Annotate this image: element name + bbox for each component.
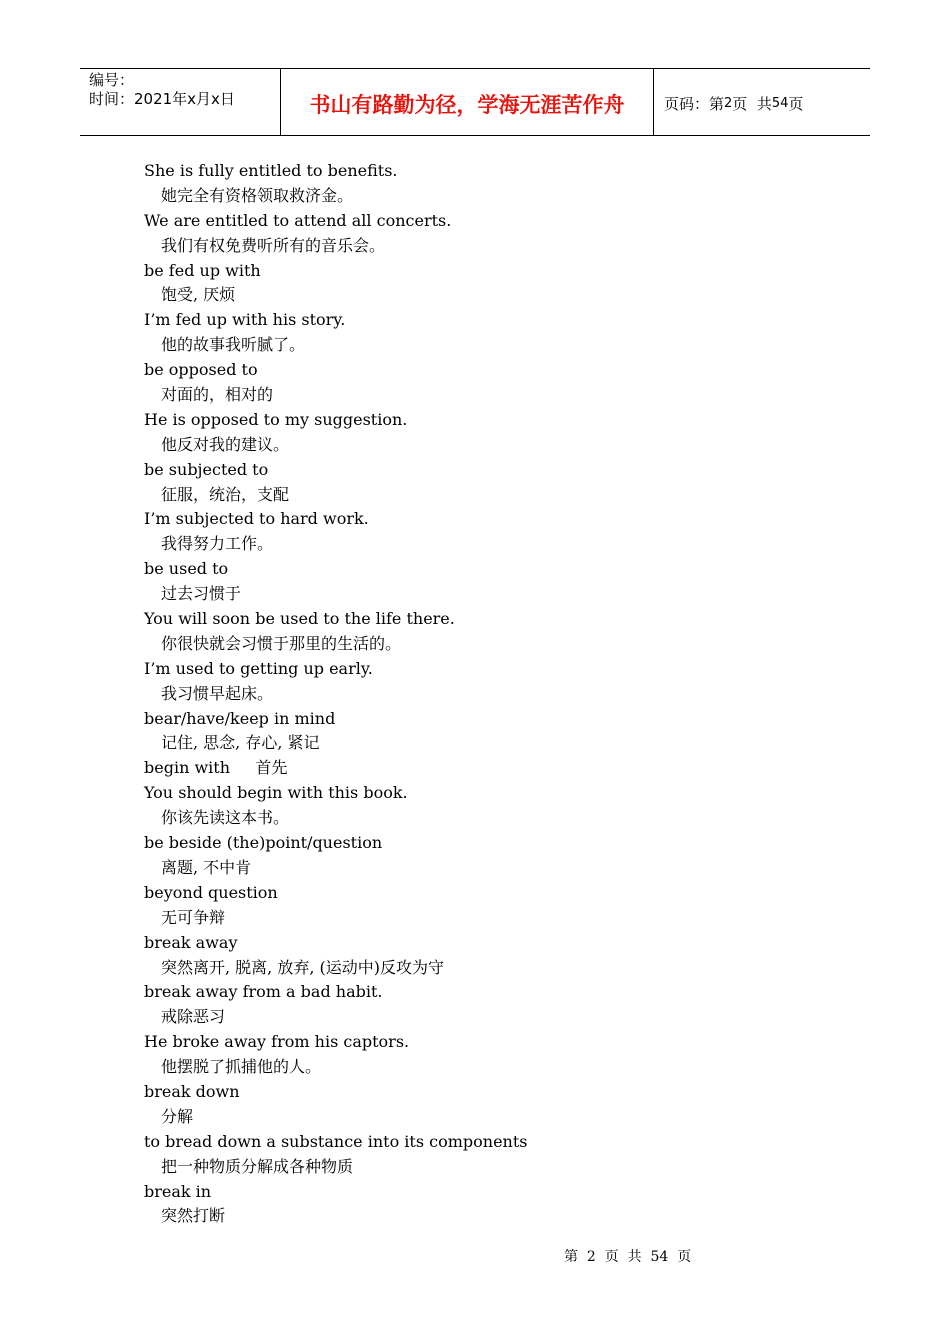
phrase-line: She is fully entitled to benefits. [144, 161, 398, 180]
phrase-line: break down [144, 1081, 240, 1101]
translation-line: 对面的，相对的 [161, 385, 274, 405]
translation-line: 我得努力工作。 [161, 534, 274, 554]
page-mid: 页 共 [732, 94, 772, 113]
phrase-line: You should begin with this book. [144, 783, 408, 803]
page-footer: 第 2 页 共 54 页 [564, 1249, 692, 1265]
page-header [80, 68, 870, 136]
phrase-line: I’m fed up with his story. [144, 310, 346, 330]
translation-line: 她完全有资格领取救济金。 [161, 185, 354, 205]
phrase-line: He is opposed to my suggestion. [144, 409, 408, 429]
page-number: 2 [724, 95, 733, 111]
phrase-line: be beside (the)point/question [144, 833, 383, 853]
phrase-line: break in [144, 1181, 212, 1201]
header-page-info [654, 69, 870, 135]
phrase-line: be fed up with [144, 260, 261, 280]
translation-line: 突然打断 [161, 1206, 226, 1226]
phrase-line: begin with 首先 [144, 758, 288, 778]
translation-line: 征服，统治，支配 [161, 484, 290, 504]
translation-line: 他的故事我听腻了。 [161, 335, 306, 355]
page-total: 54 [771, 95, 789, 111]
phrase-line: to bread down a substance into its components [144, 1131, 528, 1151]
translation-line: 把一种物质分解成各种物质 [161, 1156, 354, 1176]
phrase-line: bear/have/keep in mind [144, 708, 336, 728]
phrase-line: I’m used to getting up early. [144, 658, 373, 678]
page-prefix: 页码：第 [664, 94, 725, 113]
phrase-line: be used to [144, 559, 229, 579]
translation-line: 饱受, 厌烦 [161, 285, 236, 305]
phrase-line: He broke away from his captors. [144, 1032, 410, 1052]
document-date: 时间：2021年x月x日 [89, 90, 235, 108]
translation-line: 你很快就会习惯于那里的生活的。 [161, 633, 402, 653]
translation-line: 你该先读这本书。 [161, 808, 290, 828]
phrase-line: We are entitled to attend all concerts. [144, 210, 452, 230]
translation-line: 记住, 思念, 存心, 紧记 [161, 733, 320, 753]
document-body [144, 159, 844, 1229]
translation-line: 过去习惯于 [161, 584, 242, 604]
translation-line: 无可争辩 [161, 907, 226, 927]
translation-line: 戒除恶习 [161, 1007, 226, 1027]
header-motto: 书山有路勤为径，学海无涯苦作舟 [281, 69, 654, 135]
header-meta [80, 69, 281, 135]
translation-line: 分解 [161, 1106, 194, 1126]
page-suffix: 页 [788, 94, 804, 113]
translation-line: 离题, 不中肯 [161, 857, 252, 877]
phrase-line: be subjected to [144, 459, 269, 479]
phrase-line: You will soon be used to the life there. [144, 609, 455, 629]
translation-line: 我习惯早起床。 [161, 683, 274, 703]
phrase-line: I’m subjected to hard work. [144, 509, 369, 529]
document-number-label: 编号： [89, 71, 135, 89]
translation-line: 他反对我的建议。 [161, 434, 290, 454]
translation-line: 我们有权免费听所有的音乐会。 [161, 235, 386, 255]
phrase-line: break away from a bad habit. [144, 982, 383, 1002]
phrase-line: beyond question [144, 882, 278, 902]
translation-line: 他摆脱了抓捕他的人。 [161, 1057, 322, 1077]
translation-line: 突然离开, 脱离, 放弃, (运动中)反攻为守 [161, 957, 445, 977]
phrase-line: break away [144, 932, 238, 952]
phrase-line: be opposed to [144, 360, 258, 380]
